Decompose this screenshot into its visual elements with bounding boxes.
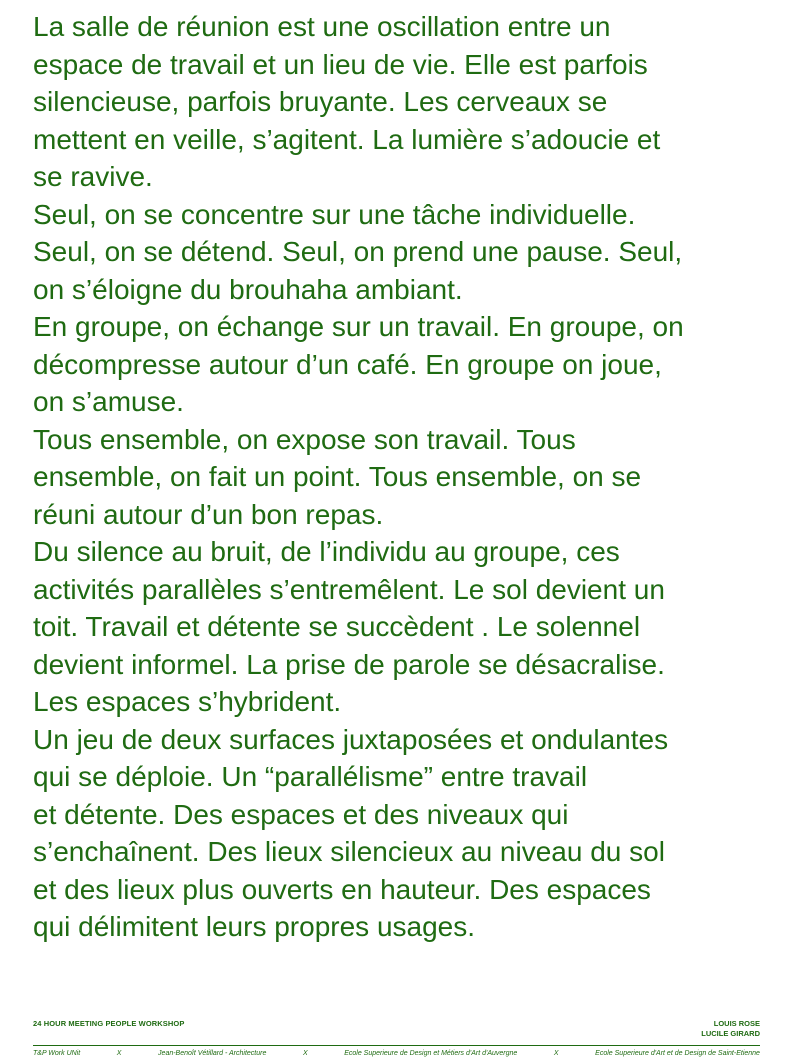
text-line: En groupe, on échange sur un travail. En groupe, on <box>33 311 684 342</box>
author-name: LOUIS ROSE <box>713 1019 760 1028</box>
paragraph-4 <box>33 421 773 534</box>
text-line: s’enchaînent. Des lieux silencieux au niveau du sol <box>33 836 665 867</box>
text-line: silencieuse, parfois bruyante. Les cerveaux se <box>33 86 608 117</box>
text-line: qui se déploie. Un “parallélisme” entre travail <box>33 761 588 792</box>
text-line: se ravive. <box>33 161 153 192</box>
text-line: Tous ensemble, on expose son travail. Tous <box>33 423 576 455</box>
text-line: Seul, on se concentre sur une tâche individuelle. <box>33 198 636 230</box>
credit-item: Jean-Benoît Vétillard - Architecture <box>158 1050 267 1057</box>
text-line: espace de travail et un lieu de vie. Elle est parfois <box>33 48 648 80</box>
text-line: ensemble, on fait un point. Tous ensemble, on se <box>33 461 642 492</box>
text-line: et détente. Des espaces et des niveaux qui <box>33 798 569 830</box>
text-line: devient informel. La prise de parole se désacralise. <box>33 648 665 680</box>
text-line: La salle de réunion est une oscillation entre un <box>33 11 611 42</box>
text-line: décompresse autour d’un café. En groupe on joue, <box>33 348 662 380</box>
workshop-title: 24 HOUR MEETING PEOPLE WORKSHOP <box>33 1019 185 1028</box>
paragraph-3 <box>33 308 773 421</box>
text-line: réuni autour d’un bon repas. <box>33 498 384 530</box>
credit-separator: X <box>116 1050 122 1057</box>
credit-separator: X <box>302 1050 308 1057</box>
text-line: qui délimitent leurs propres usages. <box>33 911 476 942</box>
text-line: Du silence au bruit, de l’individu au groupe, ces <box>33 536 620 567</box>
text-line: Les espaces s’hybrident. <box>33 686 342 717</box>
paragraph-6 <box>33 721 773 946</box>
credit-separator: X <box>553 1050 559 1057</box>
footer-divider <box>33 1045 760 1046</box>
author-name: LUCILE GIRARD <box>701 1029 760 1038</box>
text-line: et des lieux plus ouverts en hauteur. Des espaces <box>33 873 651 905</box>
credit-item: Ecole Superieure d'Art et de Design de Saint-Etienne <box>595 1050 760 1057</box>
authors <box>701 1019 760 1039</box>
footer-credits <box>33 1050 760 1057</box>
text-line: Un jeu de deux surfaces juxtaposées et ondulantes <box>33 723 669 755</box>
paragraph-5 <box>33 533 773 721</box>
text-line: toit. Travail et détente se succèdent . Le solennel <box>33 611 641 642</box>
text-line: on s’éloigne du brouhaha ambiant. <box>33 273 463 305</box>
paragraph-2 <box>33 196 773 309</box>
body-text <box>33 8 773 946</box>
text-line: Seul, on se détend. Seul, on prend une pause. Seul, <box>33 236 683 267</box>
text-line: activités parallèles s’entremêlent. Le sol devient un <box>33 573 665 605</box>
text-line: mettent en veille, s’agitent. La lumière s’adoucie et <box>33 123 661 155</box>
paragraph-1 <box>33 8 773 196</box>
text-line: on s’amuse. <box>33 386 184 417</box>
credit-item: Ecole Superieure de Design et Métiers d'Art d'Auvergne <box>344 1050 518 1057</box>
credit-item: T&P Work UNit <box>33 1050 81 1057</box>
